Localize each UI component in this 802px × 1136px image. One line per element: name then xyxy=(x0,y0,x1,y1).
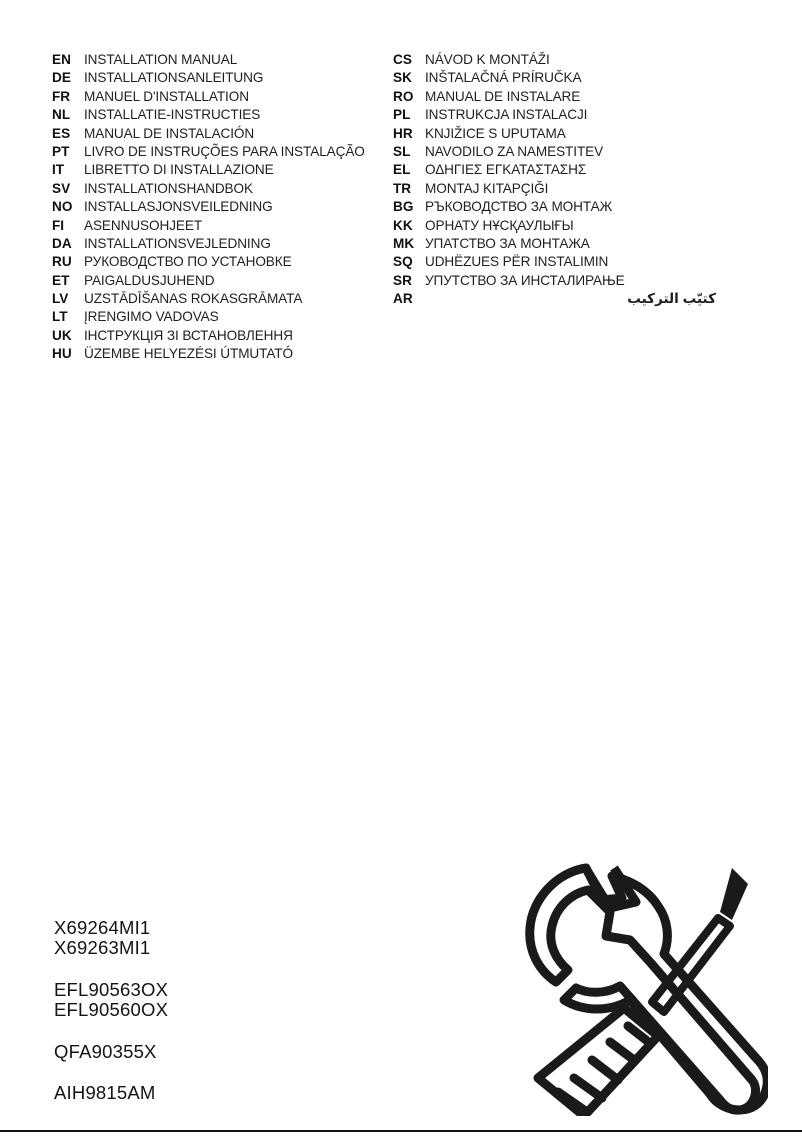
model-group xyxy=(54,918,334,958)
language-title: UZSTĀDĪŠANAS ROKASGRĀMATA xyxy=(84,291,303,307)
model-number: X69263MI1 xyxy=(54,937,151,958)
language-row-sk xyxy=(393,69,723,87)
language-title: كتيّب التركيب xyxy=(627,291,716,307)
language-row-es xyxy=(52,125,382,143)
language-code: BG xyxy=(393,199,414,215)
language-row-bg xyxy=(393,198,723,216)
language-code: TR xyxy=(393,180,412,196)
language-code: IT xyxy=(52,162,65,178)
language-title: УПУТСТВО ЗА ИНСТАЛИРАЊЕ xyxy=(425,272,625,288)
language-code: KK xyxy=(393,217,413,233)
language-code: ES xyxy=(52,125,71,141)
language-title: KNJIŽICE S UPUTAMA xyxy=(425,125,566,141)
language-title: NÁVOD K MONTÁŽI xyxy=(425,52,550,67)
language-code: PT xyxy=(52,143,70,159)
language-code: SR xyxy=(393,272,412,288)
language-title: INSTALLATIONSVEJLEDNING xyxy=(84,235,271,251)
language-code: MK xyxy=(393,235,415,251)
language-code: FR xyxy=(52,88,71,104)
model-number: QFA90355X xyxy=(54,1041,157,1062)
language-title: MANUAL DE INSTALACIÓN xyxy=(84,125,255,141)
language-row-el xyxy=(393,161,723,179)
language-row-lv xyxy=(52,290,382,308)
language-code: HR xyxy=(393,125,413,141)
language-title: ІНСТРУКЦІЯ ЗІ ВСТАНОВЛЕННЯ xyxy=(84,327,293,343)
language-list-right xyxy=(393,51,723,308)
model-number: AIH9815AM xyxy=(54,1082,156,1103)
language-row-pt xyxy=(52,143,382,161)
language-row-fi xyxy=(52,217,382,235)
language-row-sq xyxy=(393,253,723,271)
language-title: LIVRO DE INSTRUÇÕES PARA INSTALAÇÃO xyxy=(84,143,365,159)
model-number: EFL90560OX xyxy=(54,999,169,1020)
language-code: AR xyxy=(393,291,413,307)
language-title: MANUAL DE INSTALARE xyxy=(425,88,581,104)
language-list-left xyxy=(52,51,382,364)
language-title: INSTALLATIONSHANDBOK xyxy=(84,180,253,196)
model-group xyxy=(54,1042,334,1062)
bottom-rule xyxy=(0,1130,802,1132)
language-code: FI xyxy=(52,217,65,233)
language-row-pl xyxy=(393,106,723,124)
language-row-no xyxy=(52,198,382,216)
model-list xyxy=(54,918,334,1125)
language-row-cs xyxy=(393,51,723,69)
language-code: UK xyxy=(52,327,72,343)
language-title: ÜZEMBE HELYEZÉSI ÚTMUTATÓ xyxy=(84,346,293,362)
language-code: SK xyxy=(393,70,412,86)
language-row-sv xyxy=(52,180,382,198)
language-title: ОРНАТУ НҰСҚАУЛЫҒЫ xyxy=(425,217,574,233)
language-title: УПАТСТВО ЗА МОНТАЖА xyxy=(425,235,590,251)
language-title: INSTRUKCJA INSTALACJI xyxy=(425,107,588,123)
language-row-kk xyxy=(393,217,723,235)
language-row-lt xyxy=(52,308,382,326)
language-title: PAIGALDUSJUHEND xyxy=(84,272,215,288)
language-title: РУКОВОДСТВО ПО УСТАНОВКЕ xyxy=(84,254,292,270)
language-code: SV xyxy=(52,180,71,196)
language-title: ĮRENGIMO VADOVAS xyxy=(84,309,219,325)
language-title: ASENNUSOHJEET xyxy=(84,217,203,233)
model-number: EFL90563OX xyxy=(54,979,169,1000)
language-row-nl xyxy=(52,106,382,124)
language-row-ro xyxy=(393,88,723,106)
language-title: UDHËZUES PËR INSTALIMIN xyxy=(425,254,609,270)
language-row-de xyxy=(52,69,382,87)
wrench-screwdriver-icon xyxy=(518,862,768,1116)
language-row-fr xyxy=(52,88,382,106)
language-code: CS xyxy=(393,52,412,67)
language-code: ET xyxy=(52,272,70,288)
model-group xyxy=(54,980,334,1020)
language-row-en xyxy=(52,51,382,69)
language-title: MANUEL D'INSTALLATION xyxy=(84,88,249,104)
language-code: DA xyxy=(52,235,72,251)
model-number: X69264MI1 xyxy=(54,917,151,938)
language-row-hr xyxy=(393,125,723,143)
language-row-ru xyxy=(52,253,382,271)
language-row-it xyxy=(52,161,382,179)
language-code: SQ xyxy=(393,254,413,270)
language-title: INSTALLATIONSANLEITUNG xyxy=(84,70,264,86)
language-row-da xyxy=(52,235,382,253)
language-title: NAVODILO ZA NAMESTITEV xyxy=(425,143,604,159)
language-row-ar xyxy=(393,290,723,308)
language-code: LV xyxy=(52,291,69,307)
language-title: LIBRETTO DI INSTALLAZIONE xyxy=(84,162,274,178)
language-title: INSTALLASJONSVEILEDNING xyxy=(84,199,273,215)
language-title: INSTALLATION MANUAL xyxy=(84,52,238,67)
language-code: PL xyxy=(393,107,411,123)
language-title: INŠTALAČNÁ PRÍRUČKA xyxy=(425,70,582,86)
language-row-sr xyxy=(393,272,723,290)
language-code: EL xyxy=(393,162,411,178)
language-code: SL xyxy=(393,143,411,159)
language-code: DE xyxy=(52,70,71,86)
language-code: EN xyxy=(52,52,71,67)
language-row-hu xyxy=(52,345,382,363)
language-code: NL xyxy=(52,107,71,123)
language-title: РЪКОВОДСТВО ЗА МОНТАЖ xyxy=(425,199,613,215)
language-code: HU xyxy=(52,346,72,362)
language-code: NO xyxy=(52,199,73,215)
language-code: RO xyxy=(393,88,414,104)
language-title: INSTALLATIE-INSTRUCTIES xyxy=(84,107,261,123)
language-row-mk xyxy=(393,235,723,253)
language-row-tr xyxy=(393,180,723,198)
model-group xyxy=(54,1083,334,1103)
language-code: LT xyxy=(52,309,68,325)
language-row-et xyxy=(52,272,382,290)
language-row-uk xyxy=(52,327,382,345)
language-code: RU xyxy=(52,254,72,270)
language-title: MONTAJ KITAPÇIĞI xyxy=(425,180,549,196)
language-title: ΟΔΗΓΙΕΣ ΕΓΚΑΤΑΣΤΑΣΗΣ xyxy=(425,162,587,178)
language-row-sl xyxy=(393,143,723,161)
